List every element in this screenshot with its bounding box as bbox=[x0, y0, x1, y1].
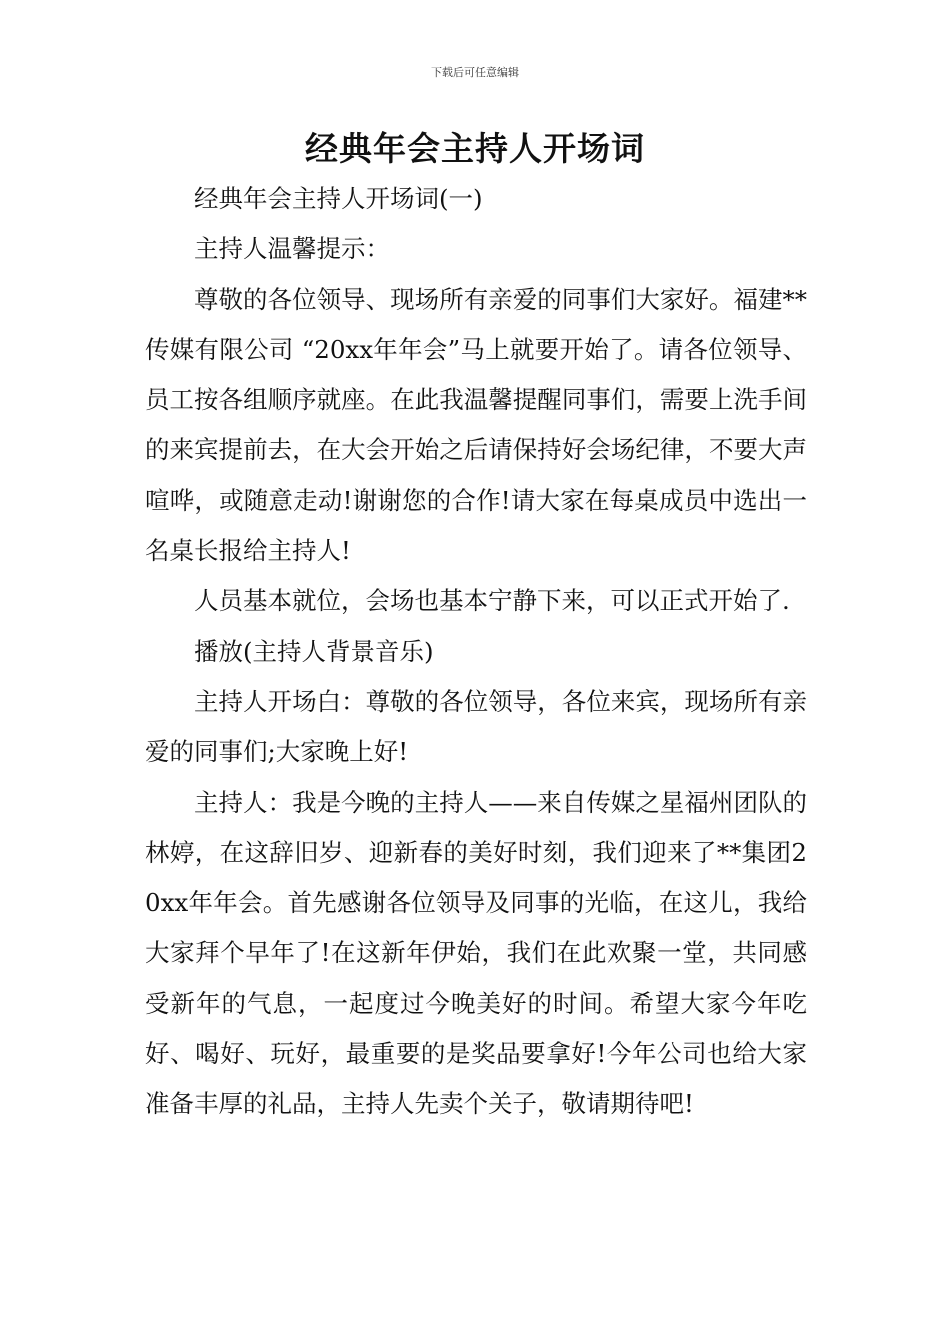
document-title: 经典年会主持人开场词 bbox=[305, 129, 645, 168]
host-tip-heading: 主持人温馨提示： bbox=[194, 234, 390, 264]
paragraph-opening-remarks: 主持人开场白：尊敬的各位领导，各位来宾，现场所有亲爱的同事们;大家晚上好! bbox=[145, 686, 807, 767]
document-body bbox=[145, 174, 807, 1130]
section-heading: 经典年会主持人开场词(一) bbox=[194, 184, 483, 213]
paragraph-host-speech: 主持人：我是今晚的主持人——来自传媒之星福州团队的林婷，在这辞旧岁、迎新春的美好时刻，我们迎来了**集团20xx年年会。首先感谢各位领导及同事的光临，在这儿，我给大家拜个早年了!在这新年伊始，我们在此欢聚一堂，共同感受新年的气息，一起度过今晚美好的时间。希望大家今年吃好、喝好、玩好，最重要的是奖品要拿好!今年公司也给大家准备丰厚的礼品，主持人先卖个关子，敬请期待吧! bbox=[145, 787, 807, 1119]
paragraph-music-cue: 播放(主持人背景音乐) bbox=[194, 636, 434, 666]
paragraph-seated: 人员基本就位，会场也基本宁静下来，可以正式开始了. bbox=[194, 586, 790, 616]
header-note: 下载后可任意编辑 bbox=[431, 66, 519, 79]
paragraph-welcome-notice: 尊敬的各位领导、现场所有亲爱的同事们大家好。福建**传媒有限公司 “20xx年年会”马上就要开始了。请各位领导、员工按各组顺序就座。在此我温馨提醒同事们，需要上洗手间的来宾提前去，在大会开始之后请保持好会场纪律，不要大声喧哗，或随意走动!谢谢您的合作!请大家在每桌成员中选出一名桌长报给主持人! bbox=[145, 284, 807, 566]
